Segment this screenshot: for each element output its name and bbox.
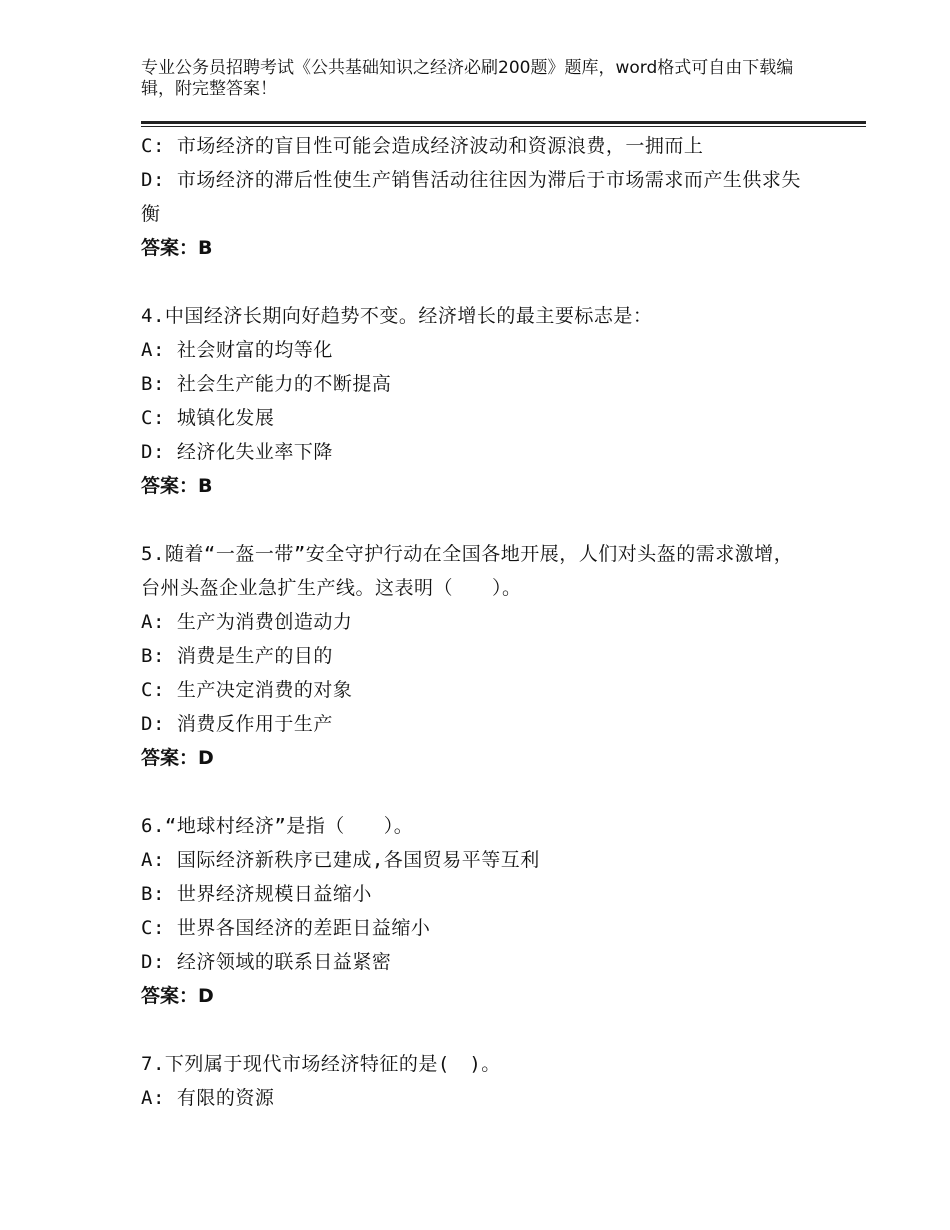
option-a: A: 社会财富的均等化 (141, 339, 333, 361)
answer-label: 答案：D (141, 747, 214, 769)
question-gap (141, 265, 811, 299)
option-d: D: 市场经济的滞后性使生产销售活动往往因为滞后于市场需求而产生供求失衡 (141, 169, 801, 225)
header-divider-thick (141, 121, 866, 124)
option-b: B: 社会生产能力的不断提高 (141, 373, 392, 395)
option-c: C: 市场经济的盲目性可能会造成经济波动和资源浪费，一拥而上 (141, 135, 704, 157)
option-d: D: 经济化失业率下降 (141, 441, 333, 463)
question-gap (141, 775, 811, 809)
question-text: 5.随着“一盔一带”安全守护行动在全国各地开展，人们对头盔的需求激增，台州头盔企业急扩生产线。这表明（ ）。 (141, 543, 794, 599)
question-text: 7.下列属于现代市场经济特征的是( )。 (141, 1053, 501, 1075)
option-a: A: 有限的资源 (141, 1087, 275, 1109)
option-a: A: 生产为消费创造动力 (141, 611, 353, 633)
option-c: C: 生产决定消费的对象 (141, 679, 353, 701)
option-c: C: 世界各国经济的差距日益缩小 (141, 917, 431, 939)
question-list (141, 129, 811, 1115)
question-gap (141, 503, 811, 537)
question-gap (141, 1013, 811, 1047)
answer-label: 答案：B (141, 475, 213, 497)
option-a: A: 国际经济新秩序已建成,各国贸易平等互利 (141, 849, 540, 871)
page-header: 专业公务员招聘考试《公共基础知识之经济必刷200题》题库，word格式可自由下载编辑，附完整答案！ (141, 58, 794, 99)
option-b: B: 消费是生产的目的 (141, 645, 333, 667)
option-b: B: 世界经济规模日益缩小 (141, 883, 372, 905)
option-d: D: 经济领域的联系日益紧密 (141, 951, 392, 973)
answer-label: 答案：B (141, 237, 213, 259)
header-divider-thin (141, 126, 866, 127)
answer-label: 答案：D (141, 985, 214, 1007)
question-text: 4.中国经济长期向好趋势不变。经济增长的最主要标志是： (141, 305, 653, 327)
option-d: D: 消费反作用于生产 (141, 713, 333, 735)
option-c: C: 城镇化发展 (141, 407, 275, 429)
question-text: 6.“地球村经济”是指（ ）。 (141, 815, 414, 837)
